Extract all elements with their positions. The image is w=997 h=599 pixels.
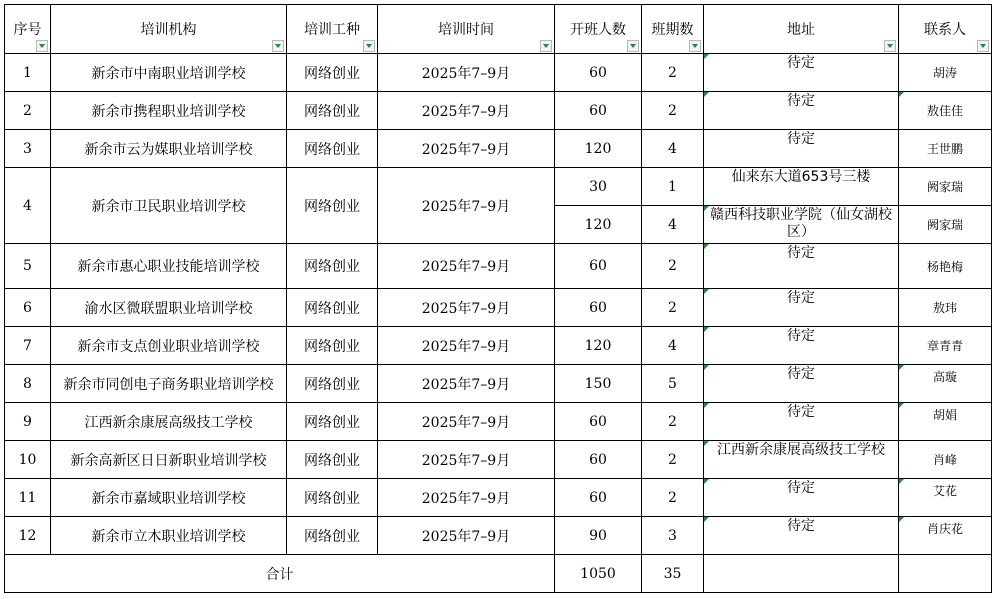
cell-people[interactable]: 60 (555, 244, 642, 289)
cell-kind[interactable]: 网络创业 (287, 92, 378, 130)
addr-text: 待定 (787, 480, 815, 496)
cell-seq[interactable]: 3 (5, 130, 51, 168)
cell-seq[interactable]: 2 (5, 92, 51, 130)
cell-org[interactable]: 新余市同创电子商务职业培训学校 (51, 365, 287, 403)
table-row (5, 441, 992, 479)
cell-org[interactable]: 新余市立木职业培训学校 (51, 517, 287, 555)
cell-people[interactable]: 60 (555, 403, 642, 441)
cell-addr[interactable] (704, 365, 899, 403)
filter-dropdown-icon[interactable] (540, 40, 552, 52)
cell-contact[interactable]: 敖玮 (899, 289, 992, 327)
cell-org[interactable]: 新余市携程职业培训学校 (51, 92, 287, 130)
cell-org[interactable]: 新余市卫民职业培训学校 (51, 168, 287, 244)
cell-org[interactable]: 新余市中南职业培训学校 (51, 54, 287, 92)
comment-marker-icon (704, 327, 709, 332)
filter-dropdown-icon[interactable] (36, 40, 48, 52)
cell-classes[interactable]: 2 (642, 244, 704, 289)
cell-contact[interactable]: 肖峰 (899, 441, 992, 479)
cell-people[interactable]: 90 (555, 517, 642, 555)
cell-people[interactable]: 60 (555, 441, 642, 479)
comment-marker-icon (704, 403, 709, 408)
comment-marker-icon (704, 289, 709, 294)
cell-seq[interactable]: 1 (5, 54, 51, 92)
addr-text: 待定 (787, 518, 815, 534)
cell-classes[interactable]: 4 (642, 327, 704, 365)
header-addr[interactable]: 地址 (704, 5, 899, 54)
cell-seq[interactable]: 10 (5, 441, 51, 479)
header-time[interactable]: 培训时间 (378, 5, 555, 54)
table-row (5, 403, 992, 441)
cell-contact[interactable] (899, 479, 992, 517)
cell-org[interactable]: 江西新余康展高级技工学校 (51, 403, 287, 441)
cell-people[interactable]: 120 (555, 130, 642, 168)
addr-text: 仙来东大道653号三楼 (731, 169, 871, 185)
table-row (5, 479, 992, 517)
cell-addr[interactable] (704, 206, 899, 244)
addr-text: 待定 (787, 404, 815, 420)
cell-seq[interactable]: 8 (5, 365, 51, 403)
header-seq[interactable]: 序号 (5, 5, 51, 54)
table-row (5, 130, 992, 168)
cell-classes[interactable]: 2 (642, 289, 704, 327)
cell-time[interactable]: 2025年7–9月 (378, 517, 555, 555)
cell-kind[interactable]: 网络创业 (287, 403, 378, 441)
cell-classes[interactable]: 2 (642, 479, 704, 517)
training-table (4, 4, 992, 593)
cell-time[interactable]: 2025年7–9月 (378, 365, 555, 403)
cell-time[interactable]: 2025年7–9月 (378, 327, 555, 365)
table-row (5, 244, 992, 289)
cell-seq[interactable]: 4 (5, 168, 51, 244)
addr-text: 待定 (787, 290, 815, 306)
contact-text: 艾花 (932, 484, 957, 498)
cell-addr[interactable] (704, 244, 899, 289)
cell-classes[interactable]: 4 (642, 206, 704, 244)
header-kind[interactable]: 培训工种 (287, 5, 378, 54)
cell-time[interactable]: 2025年7–9月 (378, 168, 555, 244)
filter-dropdown-icon[interactable] (627, 40, 639, 52)
table-row (5, 168, 992, 206)
filter-dropdown-icon[interactable] (272, 40, 284, 52)
cell-kind[interactable]: 网络创业 (287, 517, 378, 555)
cell-classes[interactable]: 2 (642, 441, 704, 479)
comment-marker-icon (704, 365, 709, 370)
addr-text: 待定 (787, 245, 815, 261)
addr-text: 待定 (787, 55, 815, 71)
comment-marker-icon (899, 92, 904, 97)
comment-marker-icon (704, 441, 709, 446)
cell-time[interactable]: 2025年7–9月 (378, 403, 555, 441)
cell-time[interactable]: 2025年7–9月 (378, 130, 555, 168)
comment-marker-icon (704, 517, 709, 522)
cell-seq[interactable]: 9 (5, 403, 51, 441)
comment-marker-icon (899, 365, 904, 370)
contact-text: 敖佳佳 (926, 104, 963, 118)
comment-marker-icon (899, 517, 904, 522)
header-row (5, 5, 992, 54)
addr-text: 待定 (787, 131, 815, 147)
table-row (5, 92, 992, 130)
addr-text: 江西新余康展高级技工学校 (717, 442, 885, 458)
cell-contact[interactable] (899, 517, 992, 555)
cell-contact[interactable]: 胡涛 (899, 54, 992, 92)
header-classes[interactable]: 班期数 (642, 5, 704, 54)
cell-addr[interactable] (704, 168, 899, 206)
total-people[interactable]: 1050 (555, 555, 642, 593)
cell-contact[interactable]: 阙家瑞 (899, 206, 992, 244)
cell-classes[interactable]: 3 (642, 517, 704, 555)
cell-contact[interactable]: 章青青 (899, 327, 992, 365)
cell-classes[interactable]: 2 (642, 403, 704, 441)
cell-time[interactable]: 2025年7–9月 (378, 92, 555, 130)
cell-addr[interactable] (704, 517, 899, 555)
cell-contact[interactable] (899, 403, 992, 441)
cell-org[interactable]: 渝水区微联盟职业培训学校 (51, 289, 287, 327)
cell-kind[interactable]: 网络创业 (287, 441, 378, 479)
header-org[interactable]: 培训机构 (51, 5, 287, 54)
comment-marker-icon (704, 92, 709, 97)
filter-dropdown-icon[interactable] (689, 40, 701, 52)
filter-dropdown-icon[interactable] (884, 40, 896, 52)
cell-addr[interactable] (704, 92, 899, 130)
total-addr-empty[interactable] (704, 555, 899, 593)
contact-text: 胡娟 (932, 408, 957, 422)
table-row (5, 517, 992, 555)
cell-time[interactable]: 2025年7–9月 (378, 244, 555, 289)
contact-text: 高璇 (932, 370, 957, 384)
cell-kind[interactable]: 网络创业 (287, 54, 378, 92)
cell-seq[interactable]: 7 (5, 327, 51, 365)
cell-kind[interactable]: 网络创业 (287, 289, 378, 327)
cell-time[interactable]: 2025年7–9月 (378, 54, 555, 92)
table-row (5, 289, 992, 327)
cell-classes[interactable]: 4 (642, 130, 704, 168)
filter-dropdown-icon[interactable] (977, 40, 989, 52)
cell-seq[interactable]: 11 (5, 479, 51, 517)
cell-classes[interactable]: 2 (642, 92, 704, 130)
table-row (5, 54, 992, 92)
cell-seq[interactable]: 5 (5, 244, 51, 289)
total-label[interactable]: 合计 (5, 555, 555, 593)
cell-seq[interactable]: 6 (5, 289, 51, 327)
cell-kind[interactable]: 网络创业 (287, 365, 378, 403)
contact-text: 肖庆花 (926, 522, 963, 536)
total-row (5, 555, 992, 593)
cell-org[interactable]: 新余高新区日日新职业培训学校 (51, 441, 287, 479)
cell-people[interactable]: 60 (555, 479, 642, 517)
filter-dropdown-icon[interactable] (363, 40, 375, 52)
cell-kind[interactable]: 网络创业 (287, 130, 378, 168)
cell-addr[interactable] (704, 441, 899, 479)
cell-addr[interactable] (704, 479, 899, 517)
cell-kind[interactable]: 网络创业 (287, 244, 378, 289)
comment-marker-icon (899, 403, 904, 408)
cell-contact[interactable]: 阙家瑞 (899, 168, 992, 206)
spreadsheet-table-container (4, 4, 992, 593)
cell-people[interactable]: 60 (555, 92, 642, 130)
comment-marker-icon (704, 479, 709, 484)
cell-kind[interactable]: 网络创业 (287, 168, 378, 244)
cell-people[interactable]: 120 (555, 206, 642, 244)
addr-text: 赣西科技职业学院（仙女湖校区） (710, 207, 892, 240)
cell-time[interactable]: 2025年7–9月 (378, 441, 555, 479)
comment-marker-icon (899, 479, 904, 484)
cell-time[interactable]: 2025年7–9月 (378, 289, 555, 327)
cell-org[interactable]: 新余市嘉域职业培训学校 (51, 479, 287, 517)
total-classes[interactable]: 35 (642, 555, 704, 593)
cell-seq[interactable]: 12 (5, 517, 51, 555)
cell-contact[interactable] (899, 365, 992, 403)
header-people[interactable]: 开班人数 (555, 5, 642, 54)
comment-marker-icon (704, 244, 709, 249)
cell-addr[interactable] (704, 327, 899, 365)
addr-text: 待定 (787, 366, 815, 382)
cell-contact[interactable]: 杨艳梅 (899, 244, 992, 289)
cell-people[interactable]: 60 (555, 54, 642, 92)
cell-addr[interactable] (704, 289, 899, 327)
cell-time[interactable]: 2025年7–9月 (378, 479, 555, 517)
cell-kind[interactable]: 网络创业 (287, 327, 378, 365)
comment-marker-icon (704, 206, 709, 211)
cell-people[interactable]: 120 (555, 327, 642, 365)
cell-org[interactable]: 新余市惠心职业技能培训学校 (51, 244, 287, 289)
cell-org[interactable]: 新余市云为媒职业培训学校 (51, 130, 287, 168)
cell-people[interactable]: 150 (555, 365, 642, 403)
total-contact-empty[interactable] (899, 555, 992, 593)
table-row (5, 327, 992, 365)
table-row (5, 365, 992, 403)
cell-kind[interactable]: 网络创业 (287, 479, 378, 517)
addr-text: 待定 (787, 93, 815, 109)
addr-text: 待定 (787, 328, 815, 344)
cell-people[interactable]: 30 (555, 168, 642, 206)
cell-contact[interactable] (899, 92, 992, 130)
cell-addr[interactable] (704, 403, 899, 441)
header-contact[interactable]: 联系人 (899, 5, 992, 54)
comment-marker-icon (704, 54, 709, 59)
cell-contact[interactable]: 王世鹏 (899, 130, 992, 168)
cell-classes[interactable]: 1 (642, 168, 704, 206)
cell-addr[interactable] (704, 130, 899, 168)
cell-addr[interactable] (704, 54, 899, 92)
cell-classes[interactable]: 5 (642, 365, 704, 403)
cell-org[interactable]: 新余市支点创业职业培训学校 (51, 327, 287, 365)
cell-people[interactable]: 60 (555, 289, 642, 327)
cell-classes[interactable]: 2 (642, 54, 704, 92)
